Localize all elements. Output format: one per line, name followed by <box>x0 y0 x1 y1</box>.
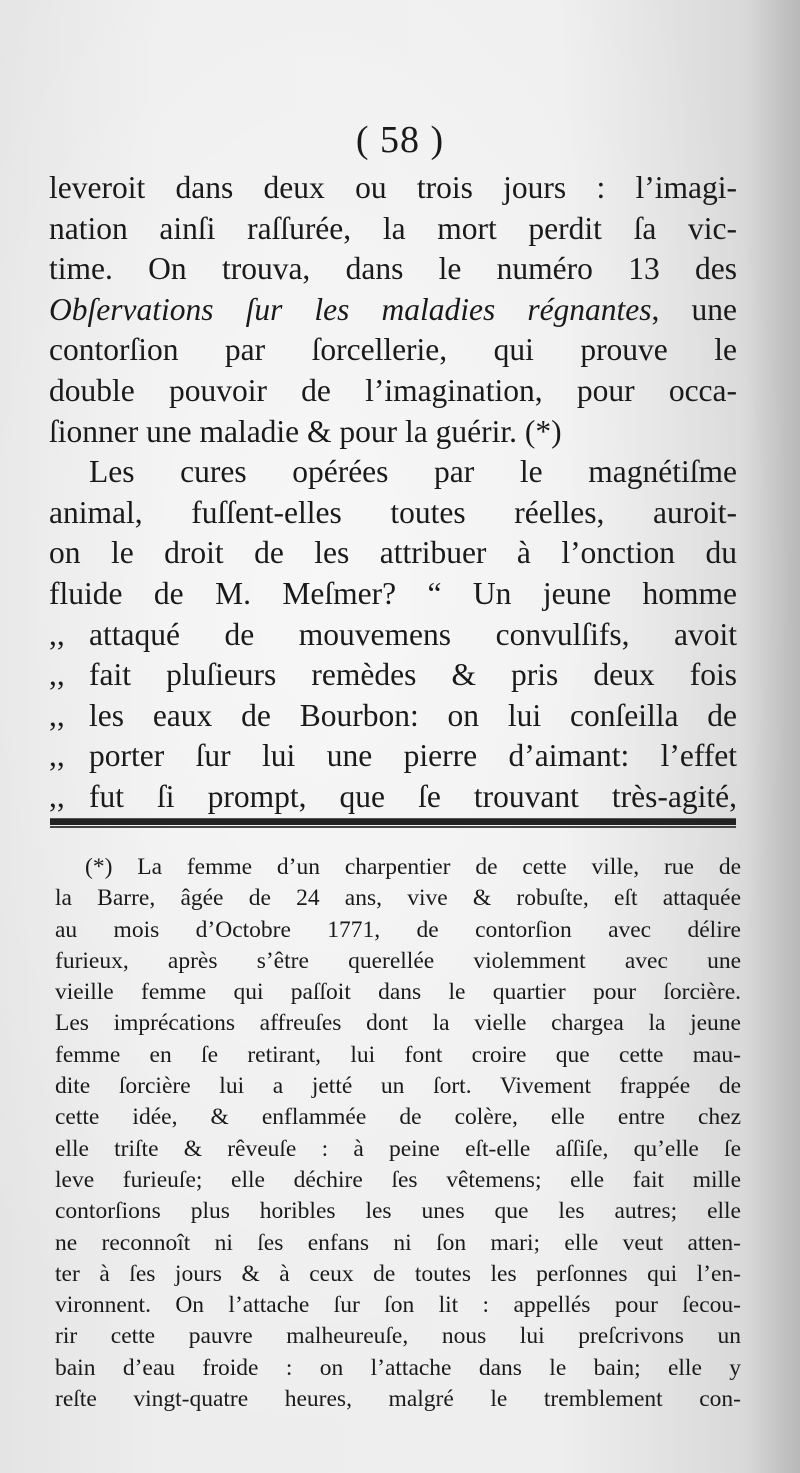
quoted-text: porter ſur lui une pierre d’aimant: l’effet <box>89 738 737 774</box>
footnote-line: bain d’eau froide : on l’attache dans le bain; elle y <box>55 1354 741 1381</box>
quote-mark: ,, <box>49 778 65 814</box>
quoted-text: les eaux de Bourbon: on lui conſeilla de <box>89 697 737 733</box>
page-number: ( 58 ) <box>355 119 445 161</box>
footnote-line: ne reconnoît ni ſes enfans ni ſon mari; elle veut atten- <box>55 1229 741 1256</box>
quoted-text: fait pluſieurs remèdes & pris deux fois <box>89 657 737 693</box>
text-line: animal, fuſſent-elles toutes réelles, auroit- <box>49 494 737 530</box>
footnote-separator-rule <box>50 818 736 825</box>
footnote-line: au mois d’Octobre 1771, de contorſion avec délire <box>55 916 741 943</box>
quoted-line <box>49 736 737 777</box>
footnote-line: femme en ſe retirant, lui font croire que cette mau- <box>55 1041 741 1068</box>
text-line: double pouvoir de l’imagination, pour occa- <box>49 372 737 408</box>
paragraph-start-line: Les cures opérées par le magnétiſme <box>89 454 737 490</box>
footnote <box>55 852 741 1415</box>
text-line: time. On trouva, dans le numéro 13 des <box>49 251 737 287</box>
journal-title-italic: Obſervations ſur les maladies régnantes <box>49 291 652 327</box>
footnote-line: contorſions plus horibles les unes que les autres; elle <box>55 1198 741 1225</box>
quoted-line <box>49 696 737 737</box>
text-line: leveroit dans deux ou trois jours : l’imagi- <box>49 170 737 205</box>
footnote-line: cette idée, & enflammée de colère, elle entre chez <box>55 1104 741 1131</box>
main-text <box>49 168 737 818</box>
quote-mark: ,, <box>49 616 65 652</box>
footnote-line: Les imprécations affreuſes dont la vielle chargea la jeune <box>55 1010 741 1037</box>
text-line-observations <box>49 290 737 331</box>
quoted-line <box>49 615 737 656</box>
quote-mark: ,, <box>49 657 65 693</box>
text-line: fluide de M. Meſmer? “ Un jeune homme <box>49 575 737 611</box>
footnote-line: rir cette pauvre malheureuſe, nous lui preſcrivons un <box>55 1323 741 1350</box>
footnote-line: dite ſorcière lui a jetté un ſort. Vivement frappée de <box>55 1073 741 1100</box>
quote-mark: ,, <box>49 738 65 774</box>
footnote-line: elle triſte & rêveuſe : à peine eſt-elle aſſiſe, qu’elle ſe <box>55 1135 741 1162</box>
footnote-line: ter à ſes jours & à ceux de toutes les perſonnes qui l’en- <box>55 1260 741 1287</box>
text-line: nation ainſi raſſurée, la mort perdit ſa vic- <box>49 210 737 246</box>
footnote-separator-rule-thin <box>50 826 736 828</box>
text-line: contorſion par ſorcellerie, qui prouve le <box>49 332 737 368</box>
footnote-line: leve furieuſe; elle déchire ſes vêtemens; elle fait mille <box>55 1166 741 1193</box>
quoted-line <box>49 655 737 696</box>
footnote-line: (*) La femme d’un charpentier de cette ville, rue de <box>85 854 741 880</box>
quoted-line <box>49 777 737 818</box>
footnote-line: la Barre, âgée de 24 ans, vive & robuſte, eſt attaquée <box>55 885 741 912</box>
line-remainder: , une <box>651 291 737 327</box>
text-line: ſionner une maladie & pour la guérir. (*) <box>49 413 562 449</box>
footnote-line: reſte vingt-quatre heures, malgré le tremblement con- <box>55 1386 741 1413</box>
footnote-line: vironnent. On l’attache ſur ſon lit : appellés pour ſecou- <box>55 1292 741 1319</box>
quoted-text: fut ſi prompt, que ſe trouvant très-agité, <box>89 778 737 814</box>
quote-mark: ,, <box>49 697 65 733</box>
footnote-line: furieux, après s’être querellée violemment avec une <box>55 947 741 974</box>
quoted-text: attaqué de mouvemens convulſifs, avoit <box>89 616 737 652</box>
text-line: on le droit de les attribuer à l’onction du <box>49 535 737 571</box>
footnote-line: vieille femme qui paſſoit dans le quartier pour ſorcière. <box>55 979 741 1006</box>
